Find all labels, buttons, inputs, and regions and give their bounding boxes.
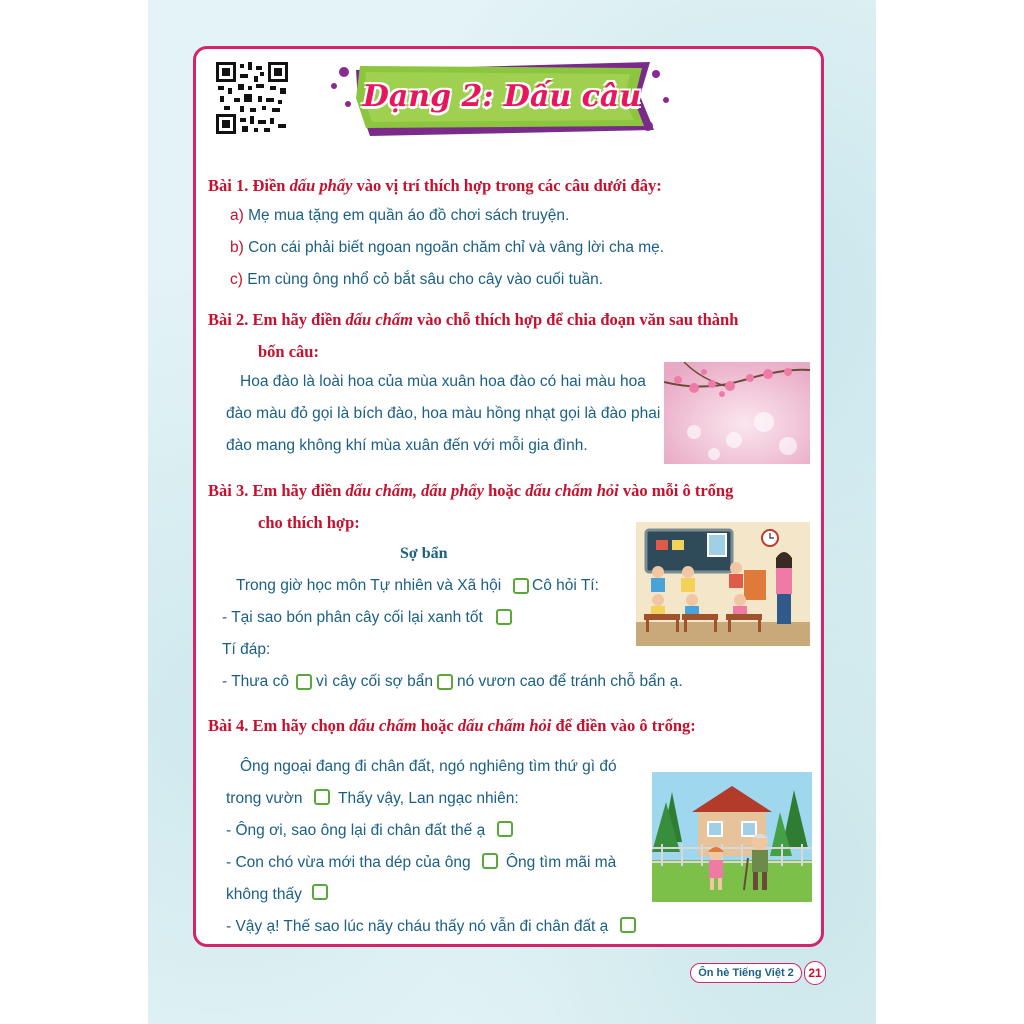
story-line: Cô hỏi Tí: — [532, 577, 599, 594]
story-line: Trong giờ học môn Tự nhiên và Xã hội — [236, 577, 502, 594]
exercise-2-heading: Bài 2. Em hãy điền dấu chấm vào chỗ thích hợp để chia đoạn văn sau thành — [208, 310, 739, 329]
story-line: Tí đáp: — [222, 641, 271, 658]
answer-box[interactable] — [482, 853, 498, 869]
book-title-badge: Ôn hè Tiếng Việt 2 — [690, 963, 802, 983]
page-title: Dạng 2: Dấu câu — [362, 78, 642, 114]
qr-code — [216, 62, 288, 134]
page-number: 21 — [804, 961, 826, 985]
exercise-1-heading: Bài 1. Điền dấu phẩy vào vị trí thích hợp trong các câu dưới đây: — [208, 176, 662, 195]
story-line: - Thưa cô — [222, 673, 289, 690]
peach-blossom-image — [664, 362, 810, 464]
answer-box[interactable] — [437, 674, 453, 690]
answer-box[interactable] — [314, 789, 330, 805]
exercise-2-para-line: Hoa đào là loài hoa của mùa xuân hoa đào có hai màu hoa — [240, 373, 646, 390]
story-title: Sợ bẩn — [400, 545, 448, 562]
answer-box[interactable] — [312, 884, 328, 900]
classroom-image — [636, 522, 810, 646]
exercise-2-para-line: đào mang không khí mùa xuân đến với mỗi gia đình. — [226, 437, 588, 454]
answer-box[interactable] — [497, 821, 513, 837]
exercise-1-item-a: a) Mẹ mua tặng em quần áo đồ chơi sách truyện. — [230, 207, 570, 224]
exercise-4-line: Ông ngoại đang đi chân đất, ngó nghiêng tìm thứ gì đó — [240, 758, 617, 775]
story-line: - Tại sao bón phân cây cối lại xanh tốt — [222, 609, 483, 626]
exercise-4-line: không thấy — [226, 886, 302, 903]
exercise-4-line: - Con chó vừa mới tha dép của ông — [226, 854, 471, 871]
answer-box[interactable] — [496, 609, 512, 625]
exercise-4-line: trong vườn — [226, 790, 303, 807]
exercise-3-heading: Bài 3. Em hãy điền dấu chấm, dấu phẩy hoặc dấu chấm hỏi vào mỗi ô trống — [208, 481, 734, 500]
exercise-2-para-line: đào màu đỏ gọi là bích đào, hoa màu hồng nhạt gọi là đào phai — [226, 405, 661, 422]
story-line: vì cây cối sợ bẩn — [316, 673, 433, 690]
garden-image — [652, 772, 812, 902]
exercise-1-item-b: b) Con cái phải biết ngoan ngoãn chăm chỉ và vâng lời cha mẹ. — [230, 239, 665, 256]
answer-box[interactable] — [513, 578, 529, 594]
answer-box[interactable] — [620, 917, 636, 933]
story-line: nó vươn cao để tránh chỗ bẩn ạ. — [457, 673, 683, 690]
exercise-4-line: Thấy vậy, Lan ngạc nhiên: — [338, 790, 519, 807]
exercise-3-heading-line2: cho thích hợp: — [258, 513, 360, 532]
exercise-2-heading-line2: bốn câu: — [258, 342, 319, 361]
exercise-1-item-c: c) Em cùng ông nhổ cỏ bắt sâu cho cây vào cuối tuần. — [230, 271, 604, 288]
answer-box[interactable] — [296, 674, 312, 690]
exercise-4-line: - Vậy ạ! Thế sao lúc nãy cháu thấy nó vẫn đi chân đất ạ — [226, 918, 609, 935]
exercise-4-heading: Bài 4. Em hãy chọn dấu chấm hoặc dấu chấm hỏi để điền vào ô trống: — [208, 716, 696, 735]
exercise-4-line: Ông tìm mãi mà — [506, 854, 617, 871]
exercise-4-line: - Ông ơi, sao ông lại đi chân đất thế ạ — [226, 822, 486, 839]
